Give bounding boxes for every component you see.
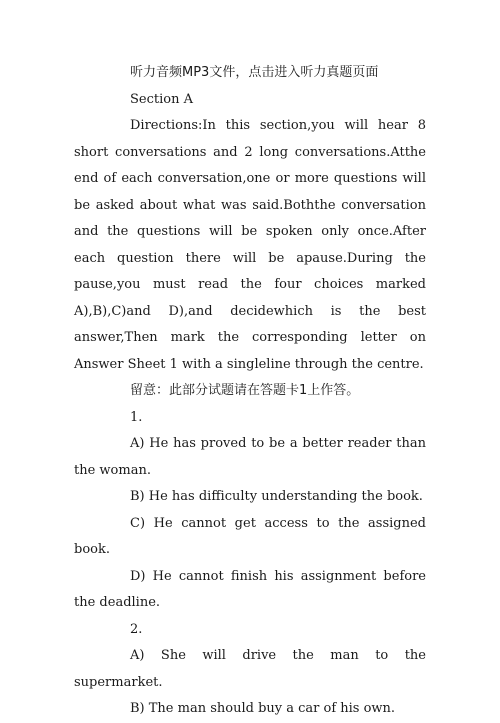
document-page [74, 60, 426, 723]
question-number-2: 2. [130, 621, 143, 637]
question-1-option-a: A) He has proved to be a better reader than the woman. [74, 436, 426, 478]
question-2-option-b: B) The man should buy a car of his own. [130, 701, 396, 716]
question-1-option-b: B) He has difficulty understanding the book. [130, 489, 423, 504]
question-1-option-d: D) He cannot finish his assignment before the deadline. [74, 568, 426, 610]
answer-note: 留意：此部分试题请在答题卡1上作答。 [130, 383, 360, 398]
section-title: Section A [130, 91, 193, 107]
question-1-option-c: C) He cannot get access to the assigned book. [74, 515, 426, 557]
audio-link[interactable]: 听力音频MP3文件，点击进入听力真题页面 [130, 65, 379, 80]
directions-paragraph: Directions:In this section,you will hear 8 short conversations and 2 long conversations.Atthe end of each conversation,one or more questions will be asked about what was said.Boththe conversation and the questions will be spoken only once.After each question there will be apause.During the pause,you must read the four choices marked A),B),C)and D),and decidewhich is the best answer,Then mark the corresponding letter on Answer Sheet 1 with a singleline through the centre. [74, 118, 426, 372]
question-number-1: 1. [130, 409, 143, 425]
question-2-option-a: A) She will drive the man to the supermarket. [74, 648, 426, 690]
